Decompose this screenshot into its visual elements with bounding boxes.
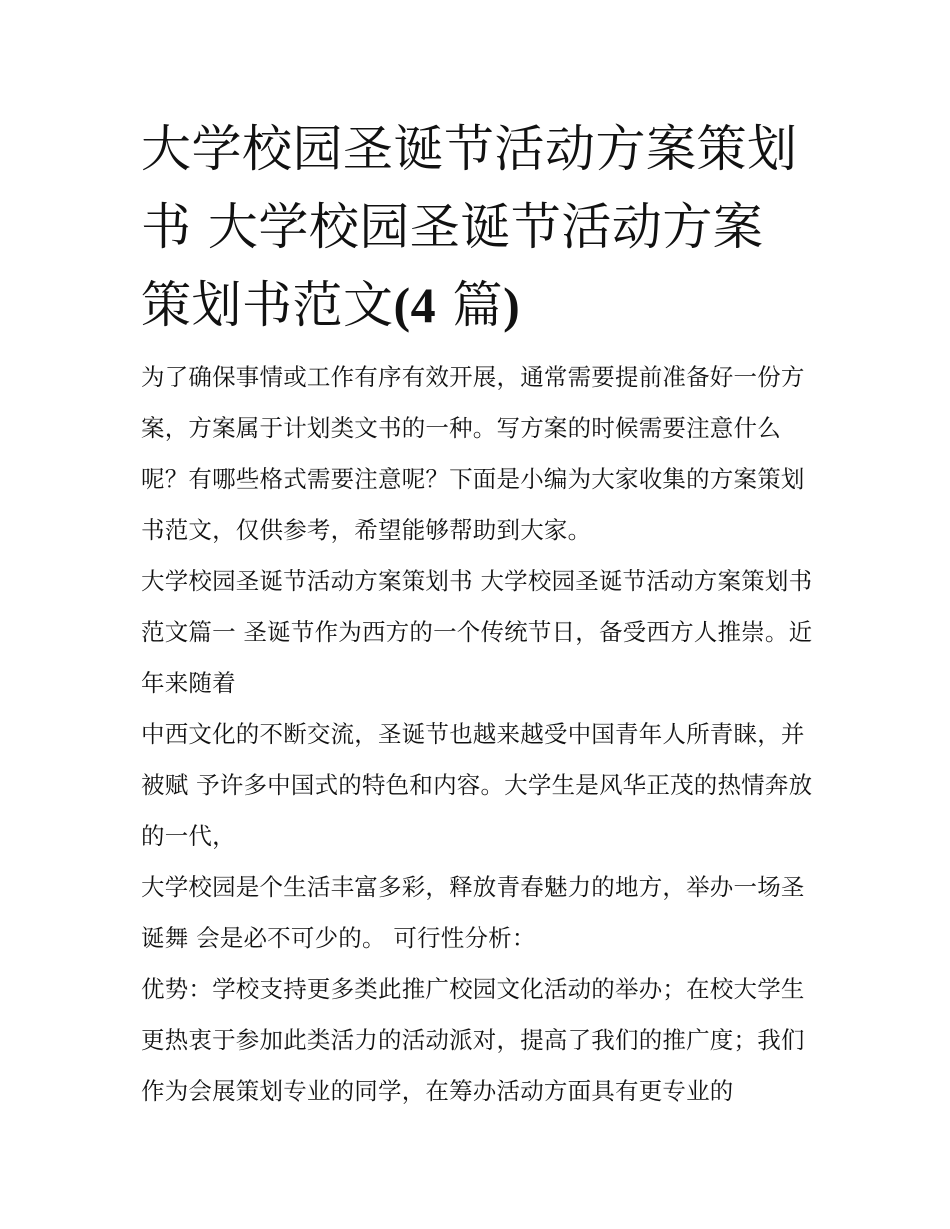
document-content: [141, 110, 813, 1117]
title-count-open: (4: [393, 277, 437, 333]
title-text: 大学校园圣诞节活动方案策划书 大学校园圣诞节活动方案策划书范文: [141, 120, 798, 334]
document-title: [141, 110, 813, 344]
intro-paragraph: 为了确保事情或工作有序有效开展，通常需要提前准备好一份方案，方案属于计划类文书的一种。写方案的时候需要注意什么呢？有哪些格式需要注意呢？下面是小编为大家收集的方案策划书范文，仅供参考，希望能够帮助到大家。: [141, 363, 805, 544]
body-paragraph-4: 优势：学校支持更多类此推广校园文化活动的举办；在校大学生更热衷于参加此类活力的活动派对，提高了我们的推广度；我们作为会展策划专业的同学，在筹办活动方面具有更专业的: [141, 975, 805, 1105]
body-paragraph-1: 大学校园圣诞节活动方案策划书 大学校园圣诞节活动方案策划书范文篇一 圣诞节作为西方的一个传统节日，备受西方人推崇。近年来随着: [141, 567, 813, 697]
body-paragraph-3: 大学校园是个生活丰富多彩，释放青春魅力的地方，举办一场圣诞舞 会是必不可少的。 可行性分析：: [141, 873, 805, 952]
title-count-unit: 篇: [436, 276, 504, 334]
title-count-close: ): [503, 277, 521, 333]
body-paragraph-2: 中西文化的不断交流，圣诞节也越来越受中国青年人所青睐，并被赋 予许多中国式的特色和内容。大学生是风华正茂的热情奔放的一代，: [141, 720, 813, 850]
